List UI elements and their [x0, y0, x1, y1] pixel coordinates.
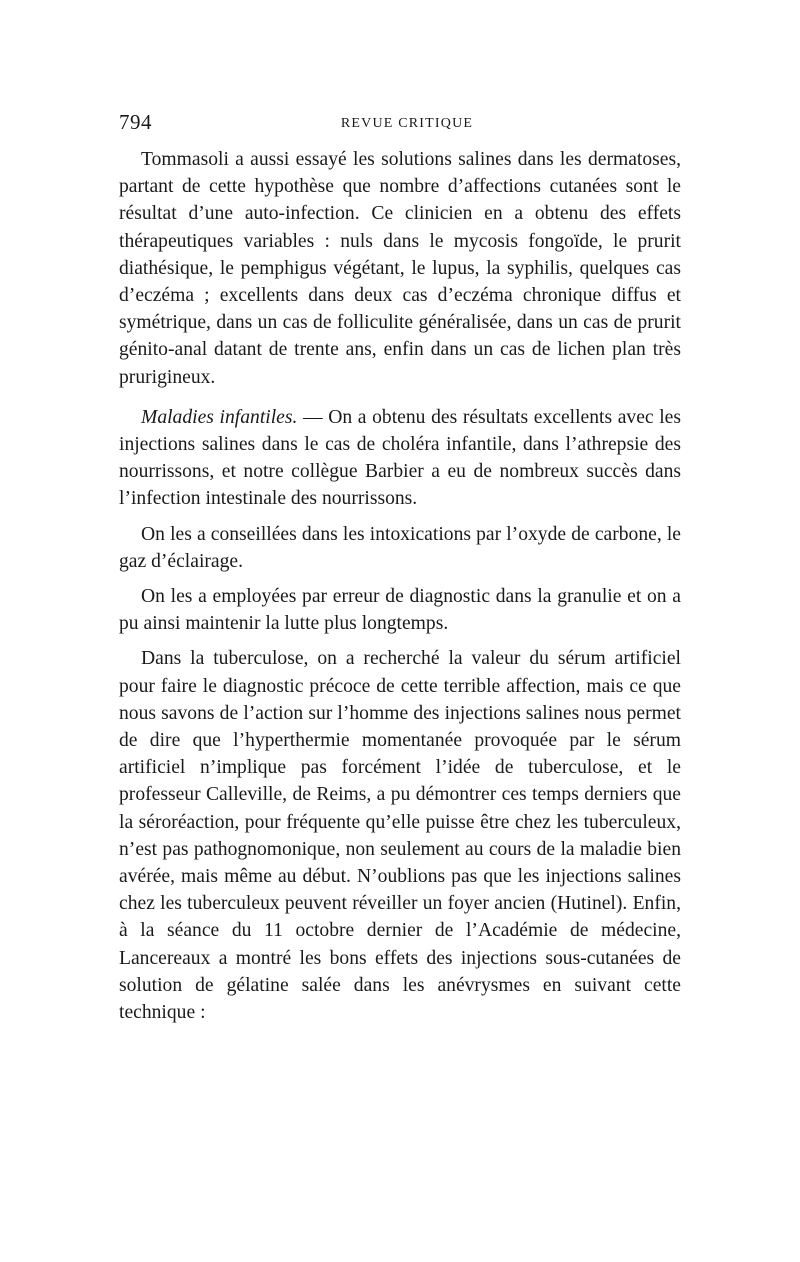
running-title: REVUE CRITIQUE	[340, 116, 474, 131]
paragraph-intoxications: On les a conseillées dans les intoxications par l’oxyde de carbone, le gaz d’éclairage.	[119, 523, 681, 572]
book-page	[119, 110, 681, 1026]
paragraph-granulie: On les a employées par erreur de diagnostic dans la granulie et on a pu ainsi maintenir la lutte plus longtemps.	[119, 586, 681, 635]
body-text	[119, 146, 681, 1026]
paragraph-maladies-infantiles-text: — On a obtenu des résultats excellents avec les injections salines dans le cas de choléra infantile, dans l’athrepsie des nourrissons, et notre collègue Barbier a eu de nombreux succès dans l’infection intestinale des nourrissons.	[119, 406, 681, 510]
paragraph-tuberculose: Dans la tuberculose, on a recherché la valeur du sérum artificiel pour faire le diagnostic précoce de cette terrible affection, mais ce que nous savons de l’action sur l’homme des injections salines nous permet de dire que l’hyperthermie momentanée provoquée par le sérum artificiel n’implique pas forcément l’idée de tuberculose, et le professeur Calleville, de Reims, a pu démontrer ces temps derniers que la séroréaction, pour fréquente qu’elle puisse être chez les tuberculeux, n’est pas pathognomonique, non seulement au cours de la maladie bien avérée, mais même au début. N’oublions pas que les injections salines chez les tuberculeux peuvent réveiller un foyer ancien (Hutinel). Enfin, à la séance du 11 octobre dernier de l’Académie de médecine, Lancereaux a montré les bons effets des injections sous-cutanées de solution de gélatine salée dans les anévrysmes en suivant cette technique :	[119, 648, 681, 1024]
paragraph-tommasoli: Tommasoli a aussi essayé les solutions salines dans les dermatoses, partant de cette hypothèse que nombre d’affections cutanées sont le résultat d’une auto-infection. Ce clinicien en a obtenu des effets thérapeutiques variables : nuls dans le mycosis fongoïde, le prurit diathésique, le pemphigus végétant, le lupus, la syphilis, quelques cas d’eczéma ; excellents dans deux cas d’eczéma chronique diffus et symétrique, dans un cas de folliculite généralisée, dans un cas de prurit génito-anal datant de trente ans, enfin dans un cas de lichen plan très prurigineux.	[119, 149, 681, 388]
page-number: 794	[119, 110, 152, 134]
page-header	[119, 110, 681, 138]
paragraph-maladies-infantiles	[119, 404, 681, 513]
section-lead-maladies-infantiles: Maladies infantiles.	[141, 406, 298, 428]
